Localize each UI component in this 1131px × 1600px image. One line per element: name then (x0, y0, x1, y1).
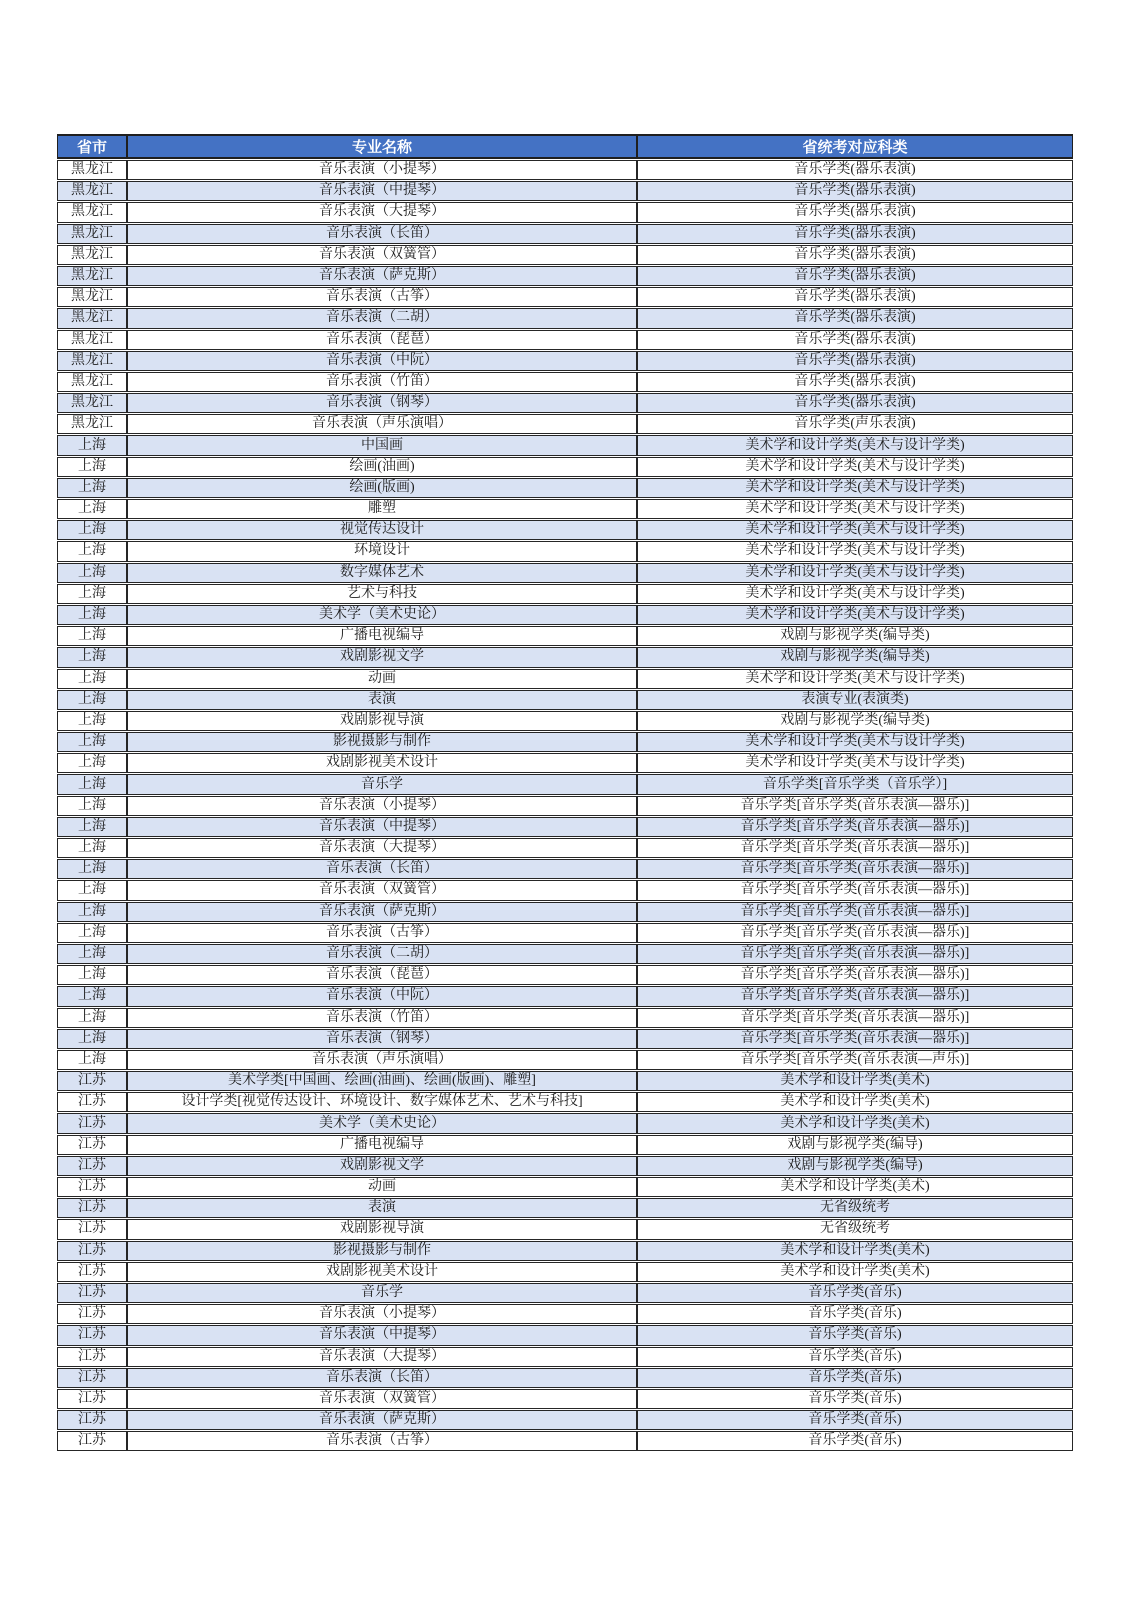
cell-province: 江苏 (57, 1219, 127, 1239)
cell-major: 音乐表演（双簧管） (127, 880, 637, 900)
cell-province: 上海 (57, 541, 127, 561)
cell-exam-category: 音乐学类(声乐表演) (637, 414, 1073, 434)
cell-major: 音乐表演（琵琶） (127, 330, 637, 350)
table-row (57, 1410, 1073, 1430)
table-header-row (57, 134, 1073, 159)
cell-major: 音乐表演（中提琴） (127, 817, 637, 837)
cell-province: 黑龙江 (57, 160, 127, 180)
cell-major: 音乐表演（中阮） (127, 986, 637, 1006)
cell-province: 江苏 (57, 1283, 127, 1303)
cell-exam-category: 美术学和设计学类(美术) (637, 1177, 1073, 1197)
cell-major: 音乐表演（中提琴） (127, 1325, 637, 1345)
cell-major: 音乐表演（萨克斯） (127, 1410, 637, 1430)
cell-exam-category: 美术学和设计学类(美术) (637, 1113, 1073, 1133)
cell-province: 上海 (57, 817, 127, 837)
cell-major: 音乐表演（长笛） (127, 1368, 637, 1388)
cell-major: 戏剧影视文学 (127, 1156, 637, 1176)
table-row (57, 351, 1073, 371)
cell-province: 上海 (57, 838, 127, 858)
cell-province: 黑龙江 (57, 372, 127, 392)
cell-major: 音乐表演（竹笛） (127, 372, 637, 392)
cell-province: 江苏 (57, 1262, 127, 1282)
cell-major: 音乐表演（钢琴） (127, 1029, 637, 1049)
table-row (57, 1325, 1073, 1345)
cell-exam-category: 音乐学类(器乐表演) (637, 160, 1073, 180)
cell-province: 黑龙江 (57, 393, 127, 413)
cell-major: 影视摄影与制作 (127, 1241, 637, 1261)
cell-province: 江苏 (57, 1092, 127, 1112)
cell-major: 视觉传达设计 (127, 520, 637, 540)
cell-exam-category: 美术学和设计学类(美术) (637, 1241, 1073, 1261)
table-row (57, 753, 1073, 773)
cell-province: 上海 (57, 902, 127, 922)
cell-exam-category: 音乐学类(音乐) (637, 1410, 1073, 1430)
table-row (57, 817, 1073, 837)
cell-province: 江苏 (57, 1135, 127, 1155)
cell-major: 艺术与科技 (127, 584, 637, 604)
cell-major: 环境设计 (127, 541, 637, 561)
table-row (57, 478, 1073, 498)
cell-exam-category: 美术学和设计学类(美术与设计学类) (637, 499, 1073, 519)
table-row (57, 224, 1073, 244)
column-header-exam-category: 省统考对应科类 (637, 134, 1073, 159)
cell-province: 江苏 (57, 1389, 127, 1409)
table-row (57, 520, 1073, 540)
cell-major: 雕塑 (127, 499, 637, 519)
cell-exam-category: 美术学和设计学类(美术) (637, 1092, 1073, 1112)
cell-province: 江苏 (57, 1071, 127, 1091)
cell-province: 上海 (57, 1029, 127, 1049)
table-row (57, 965, 1073, 985)
cell-major: 数字媒体艺术 (127, 563, 637, 583)
table-row (57, 796, 1073, 816)
column-header-province: 省市 (57, 134, 127, 159)
cell-exam-category: 美术学和设计学类(美术与设计学类) (637, 435, 1073, 455)
table-row (57, 774, 1073, 794)
cell-province: 上海 (57, 774, 127, 794)
cell-province: 江苏 (57, 1177, 127, 1197)
cell-province: 黑龙江 (57, 351, 127, 371)
cell-exam-category: 戏剧与影视学类(编导类) (637, 711, 1073, 731)
table-row (57, 1156, 1073, 1176)
cell-major: 音乐表演（萨克斯） (127, 266, 637, 286)
cell-province: 上海 (57, 923, 127, 943)
table-row (57, 1113, 1073, 1133)
table-row (57, 287, 1073, 307)
cell-exam-category: 美术学和设计学类(美术与设计学类) (637, 584, 1073, 604)
cell-province: 上海 (57, 563, 127, 583)
cell-province: 黑龙江 (57, 181, 127, 201)
cell-major: 音乐表演（大提琴） (127, 202, 637, 222)
cell-major: 设计学类[视觉传达设计、环境设计、数字媒体艺术、艺术与科技] (127, 1092, 637, 1112)
table-row (57, 1219, 1073, 1239)
cell-province: 上海 (57, 986, 127, 1006)
cell-exam-category: 音乐学类[音乐学类(音乐表演—器乐)] (637, 880, 1073, 900)
table-row (57, 902, 1073, 922)
cell-major: 戏剧影视美术设计 (127, 1262, 637, 1282)
cell-province: 江苏 (57, 1368, 127, 1388)
cell-exam-category: 音乐学类(音乐) (637, 1304, 1073, 1324)
cell-exam-category: 音乐学类(器乐表演) (637, 181, 1073, 201)
cell-province: 上海 (57, 753, 127, 773)
cell-major: 戏剧影视美术设计 (127, 753, 637, 773)
cell-province: 黑龙江 (57, 287, 127, 307)
cell-exam-category: 音乐学类[音乐学类(音乐表演—器乐)] (637, 859, 1073, 879)
cell-major: 音乐表演（钢琴） (127, 393, 637, 413)
table-row (57, 308, 1073, 328)
cell-major: 音乐学 (127, 774, 637, 794)
cell-major: 音乐表演（小提琴） (127, 1304, 637, 1324)
table-row (57, 181, 1073, 201)
cell-province: 上海 (57, 796, 127, 816)
cell-province: 上海 (57, 965, 127, 985)
table-row (57, 435, 1073, 455)
cell-major: 表演 (127, 1198, 637, 1218)
cell-major: 音乐表演（琵琶） (127, 965, 637, 985)
cell-exam-category: 音乐学类(器乐表演) (637, 245, 1073, 265)
cell-major: 表演 (127, 690, 637, 710)
table-row (57, 669, 1073, 689)
cell-exam-category: 音乐学类[音乐学类(音乐表演—器乐)] (637, 817, 1073, 837)
table-row (57, 330, 1073, 350)
table-row (57, 1431, 1073, 1451)
cell-major: 音乐表演（双簧管） (127, 245, 637, 265)
cell-province: 上海 (57, 944, 127, 964)
cell-exam-category: 戏剧与影视学类(编导类) (637, 626, 1073, 646)
cell-province: 上海 (57, 732, 127, 752)
cell-province: 江苏 (57, 1347, 127, 1367)
cell-province: 上海 (57, 457, 127, 477)
cell-province: 江苏 (57, 1325, 127, 1345)
cell-major: 绘画(油画) (127, 457, 637, 477)
table-row (57, 1092, 1073, 1112)
cell-province: 江苏 (57, 1241, 127, 1261)
cell-major: 广播电视编导 (127, 1135, 637, 1155)
cell-province: 黑龙江 (57, 308, 127, 328)
cell-exam-category: 音乐学类[音乐学类(音乐表演—器乐)] (637, 1029, 1073, 1049)
cell-province: 上海 (57, 499, 127, 519)
table-row (57, 202, 1073, 222)
table-row (57, 1347, 1073, 1367)
table-row (57, 1241, 1073, 1261)
table-row (57, 393, 1073, 413)
cell-exam-category: 音乐学类(器乐表演) (637, 224, 1073, 244)
cell-major: 音乐表演（大提琴） (127, 838, 637, 858)
cell-major: 动画 (127, 1177, 637, 1197)
table-row (57, 1050, 1073, 1070)
cell-exam-category: 音乐学类[音乐学类（音乐学）] (637, 774, 1073, 794)
table-row (57, 1071, 1073, 1091)
table-row (57, 563, 1073, 583)
cell-province: 上海 (57, 626, 127, 646)
table-row (57, 986, 1073, 1006)
cell-major: 音乐表演（古筝） (127, 923, 637, 943)
cell-major: 中国画 (127, 435, 637, 455)
cell-exam-category: 音乐学类(器乐表演) (637, 308, 1073, 328)
cell-major: 绘画(版画) (127, 478, 637, 498)
cell-exam-category: 音乐学类(器乐表演) (637, 202, 1073, 222)
cell-exam-category: 音乐学类(器乐表演) (637, 287, 1073, 307)
table-row (57, 160, 1073, 180)
table-row (57, 541, 1073, 561)
cell-exam-category: 美术学和设计学类(美术与设计学类) (637, 541, 1073, 561)
cell-exam-category: 音乐学类(音乐) (637, 1325, 1073, 1345)
cell-exam-category: 音乐学类(音乐) (637, 1368, 1073, 1388)
table-row (57, 838, 1073, 858)
cell-province: 上海 (57, 1050, 127, 1070)
cell-province: 黑龙江 (57, 224, 127, 244)
cell-exam-category: 美术学和设计学类(美术与设计学类) (637, 753, 1073, 773)
cell-province: 上海 (57, 690, 127, 710)
cell-major: 音乐表演（竹笛） (127, 1008, 637, 1028)
table-row (57, 711, 1073, 731)
cell-exam-category: 音乐学类(音乐) (637, 1283, 1073, 1303)
table-row (57, 732, 1073, 752)
cell-province: 上海 (57, 859, 127, 879)
cell-exam-category: 美术学和设计学类(美术与设计学类) (637, 520, 1073, 540)
cell-province: 上海 (57, 669, 127, 689)
cell-exam-category: 戏剧与影视学类(编导) (637, 1135, 1073, 1155)
cell-major: 音乐表演（双簧管） (127, 1389, 637, 1409)
table-row (57, 1262, 1073, 1282)
cell-major: 戏剧影视导演 (127, 711, 637, 731)
table-row (57, 859, 1073, 879)
cell-major: 音乐表演（声乐演唱） (127, 414, 637, 434)
cell-major: 音乐表演（中阮） (127, 351, 637, 371)
cell-province: 上海 (57, 478, 127, 498)
cell-exam-category: 美术学和设计学类(美术) (637, 1071, 1073, 1091)
table-row (57, 1283, 1073, 1303)
cell-exam-category: 音乐学类(音乐) (637, 1389, 1073, 1409)
cell-major: 动画 (127, 669, 637, 689)
cell-exam-category: 美术学和设计学类(美术与设计学类) (637, 605, 1073, 625)
cell-exam-category: 音乐学类(器乐表演) (637, 393, 1073, 413)
table-row (57, 414, 1073, 434)
table-row (57, 1198, 1073, 1218)
cell-exam-category: 美术学和设计学类(美术与设计学类) (637, 457, 1073, 477)
cell-exam-category: 音乐学类[音乐学类(音乐表演—器乐)] (637, 838, 1073, 858)
cell-exam-category: 音乐学类(器乐表演) (637, 266, 1073, 286)
cell-major: 音乐表演（二胡） (127, 944, 637, 964)
table-row (57, 1029, 1073, 1049)
cell-province: 上海 (57, 605, 127, 625)
cell-major: 音乐表演（声乐演唱） (127, 1050, 637, 1070)
cell-province: 上海 (57, 435, 127, 455)
cell-province: 上海 (57, 711, 127, 731)
cell-province: 上海 (57, 584, 127, 604)
cell-province: 江苏 (57, 1304, 127, 1324)
table-row (57, 923, 1073, 943)
cell-major: 音乐表演（古筝） (127, 287, 637, 307)
admissions-table (57, 133, 1073, 1452)
cell-exam-category: 美术学和设计学类(美术与设计学类) (637, 732, 1073, 752)
cell-province: 黑龙江 (57, 266, 127, 286)
cell-exam-category: 戏剧与影视学类(编导类) (637, 647, 1073, 667)
cell-major: 戏剧影视导演 (127, 1219, 637, 1239)
table-row (57, 647, 1073, 667)
cell-major: 美术学（美术史论） (127, 1113, 637, 1133)
cell-exam-category: 音乐学类(器乐表演) (637, 351, 1073, 371)
cell-exam-category: 音乐学类[音乐学类(音乐表演—器乐)] (637, 986, 1073, 1006)
table-row (57, 266, 1073, 286)
table-row (57, 372, 1073, 392)
cell-exam-category: 音乐学类[音乐学类(音乐表演—器乐)] (637, 902, 1073, 922)
cell-province: 黑龙江 (57, 330, 127, 350)
cell-exam-category: 无省级统考 (637, 1198, 1073, 1218)
table-body (57, 160, 1073, 1451)
cell-major: 音乐表演（萨克斯） (127, 902, 637, 922)
cell-exam-category: 音乐学类(器乐表演) (637, 330, 1073, 350)
cell-exam-category: 美术学和设计学类(美术) (637, 1262, 1073, 1282)
cell-province: 上海 (57, 520, 127, 540)
cell-exam-category: 无省级统考 (637, 1219, 1073, 1239)
cell-major: 广播电视编导 (127, 626, 637, 646)
cell-major: 音乐表演（长笛） (127, 859, 637, 879)
table-row (57, 690, 1073, 710)
table-row (57, 1177, 1073, 1197)
cell-province: 黑龙江 (57, 245, 127, 265)
cell-major: 音乐表演（小提琴） (127, 160, 637, 180)
cell-major: 戏剧影视文学 (127, 647, 637, 667)
table-row (57, 626, 1073, 646)
cell-province: 江苏 (57, 1156, 127, 1176)
cell-exam-category: 音乐学类[音乐学类(音乐表演—器乐)] (637, 796, 1073, 816)
cell-major: 音乐学 (127, 1283, 637, 1303)
table-row (57, 1135, 1073, 1155)
cell-exam-category: 表演专业(表演类) (637, 690, 1073, 710)
cell-province: 黑龙江 (57, 414, 127, 434)
table-row (57, 1389, 1073, 1409)
table-row (57, 457, 1073, 477)
cell-province: 黑龙江 (57, 202, 127, 222)
column-header-major: 专业名称 (127, 134, 637, 159)
cell-province: 江苏 (57, 1410, 127, 1430)
table-row (57, 944, 1073, 964)
cell-exam-category: 音乐学类[音乐学类(音乐表演—器乐)] (637, 944, 1073, 964)
cell-exam-category: 音乐学类(音乐) (637, 1347, 1073, 1367)
cell-major: 影视摄影与制作 (127, 732, 637, 752)
cell-major: 音乐表演（中提琴） (127, 181, 637, 201)
cell-major: 音乐表演（小提琴） (127, 796, 637, 816)
cell-exam-category: 美术学和设计学类(美术与设计学类) (637, 563, 1073, 583)
cell-exam-category: 音乐学类[音乐学类(音乐表演—器乐)] (637, 965, 1073, 985)
cell-exam-category: 音乐学类[音乐学类(音乐表演—器乐)] (637, 923, 1073, 943)
table-row (57, 245, 1073, 265)
cell-exam-category: 美术学和设计学类(美术与设计学类) (637, 669, 1073, 689)
cell-exam-category: 音乐学类[音乐学类(音乐表演—声乐)] (637, 1050, 1073, 1070)
cell-province: 上海 (57, 1008, 127, 1028)
table-row (57, 1368, 1073, 1388)
cell-major: 音乐表演（二胡） (127, 308, 637, 328)
cell-exam-category: 音乐学类[音乐学类(音乐表演—器乐)] (637, 1008, 1073, 1028)
cell-province: 江苏 (57, 1198, 127, 1218)
table-row (57, 880, 1073, 900)
cell-exam-category: 戏剧与影视学类(编导) (637, 1156, 1073, 1176)
table-row (57, 1304, 1073, 1324)
cell-exam-category: 音乐学类(音乐) (637, 1431, 1073, 1451)
table-row (57, 1008, 1073, 1028)
cell-major: 美术学类[中国画、绘画(油画)、绘画(版画)、雕塑] (127, 1071, 637, 1091)
cell-major: 音乐表演（大提琴） (127, 1347, 637, 1367)
cell-province: 江苏 (57, 1431, 127, 1451)
cell-province: 江苏 (57, 1113, 127, 1133)
cell-major: 音乐表演（古筝） (127, 1431, 637, 1451)
cell-major: 音乐表演（长笛） (127, 224, 637, 244)
cell-exam-category: 美术学和设计学类(美术与设计学类) (637, 478, 1073, 498)
cell-province: 上海 (57, 647, 127, 667)
table-row (57, 584, 1073, 604)
cell-exam-category: 音乐学类(器乐表演) (637, 372, 1073, 392)
cell-major: 美术学（美术史论） (127, 605, 637, 625)
cell-province: 上海 (57, 880, 127, 900)
table-row (57, 499, 1073, 519)
table-row (57, 605, 1073, 625)
